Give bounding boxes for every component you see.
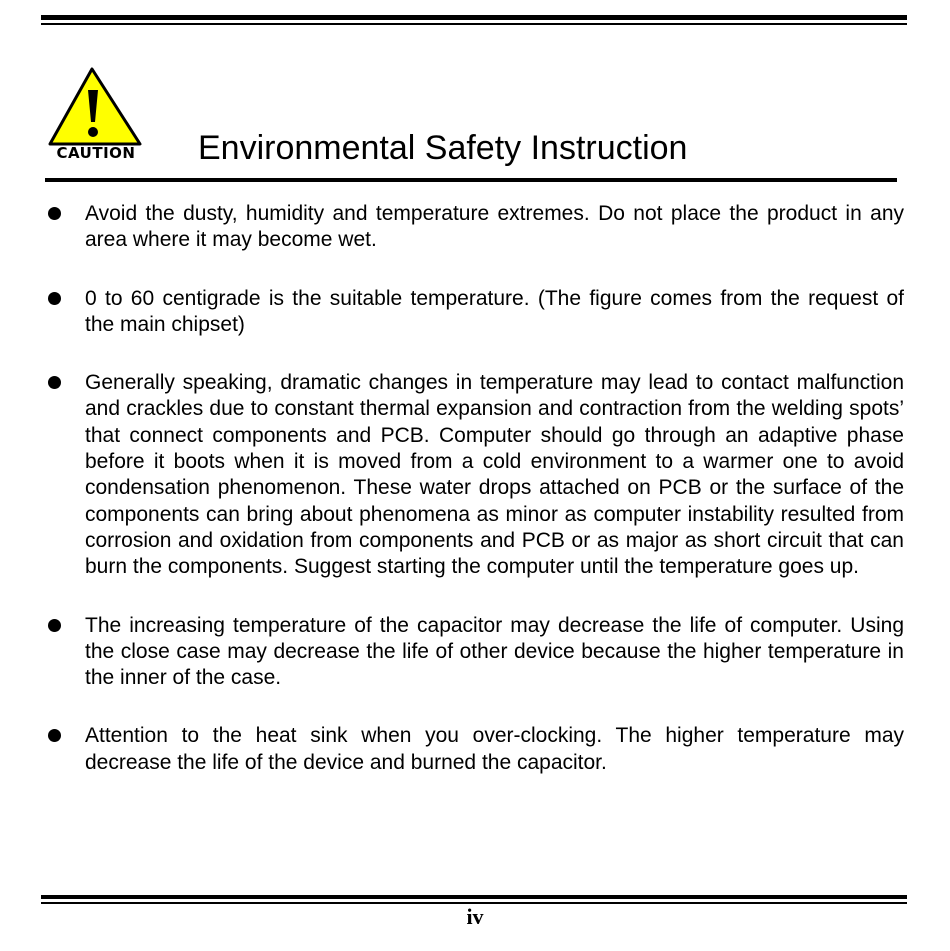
list-item-text: 0 to 60 centigrade is the suitable temperature. (The figure comes from the request of the main chipset) <box>85 286 904 336</box>
list-item <box>48 370 904 580</box>
list-item-text: Generally speaking, dramatic changes in temperature may lead to contact malfunction and crackles due to constant thermal expansion and contraction from the welding spots’ that connect components and PCB. Computer should go through an adaptive phase before it boots when it is moved from a cold environment to a warmer one to avoid condensation phenomenon. These water drops attached on PCB or the surface of the components can bring about phenomena as minor as computer instability resulted from corrosion and oxidation from components and PCB or as major as short circuit that can burn the components. Suggest starting the computer until the temperature goes up. <box>85 371 904 579</box>
caution-warning-icon <box>48 66 144 166</box>
caution-label: CAUTION <box>56 144 136 162</box>
top-rule-thick <box>41 15 907 20</box>
list-item-text: Avoid the dusty, humidity and temperature extremes. Do not place the product in any area where it may become wet. <box>85 202 904 252</box>
list-item <box>48 723 904 776</box>
bottom-rule-thick <box>41 895 907 899</box>
list-item <box>48 201 904 254</box>
bullet-dot-icon <box>48 292 61 305</box>
warning-triangle-icon <box>48 66 144 146</box>
top-rule-thin <box>41 23 907 25</box>
list-item-text: The increasing temperature of the capacitor may decrease the life of computer. Using the close case may decrease the life of other device because the higher temperature in the inner of the case. <box>85 613 904 690</box>
bullet-dot-icon <box>48 619 61 632</box>
page-title: Environmental Safety Instruction <box>198 129 688 167</box>
bullet-list <box>48 201 904 808</box>
list-item <box>48 613 904 692</box>
bullet-dot-icon <box>48 376 61 389</box>
list-item <box>48 286 904 339</box>
page-number: iv <box>466 904 484 929</box>
list-item-text: Attention to the heat sink when you over-clocking. The higher temperature may decrease the life of the device and burned the capacitor. <box>85 724 904 774</box>
bullet-dot-icon <box>48 207 61 220</box>
title-underline <box>45 178 897 182</box>
bullet-dot-icon <box>48 729 61 742</box>
